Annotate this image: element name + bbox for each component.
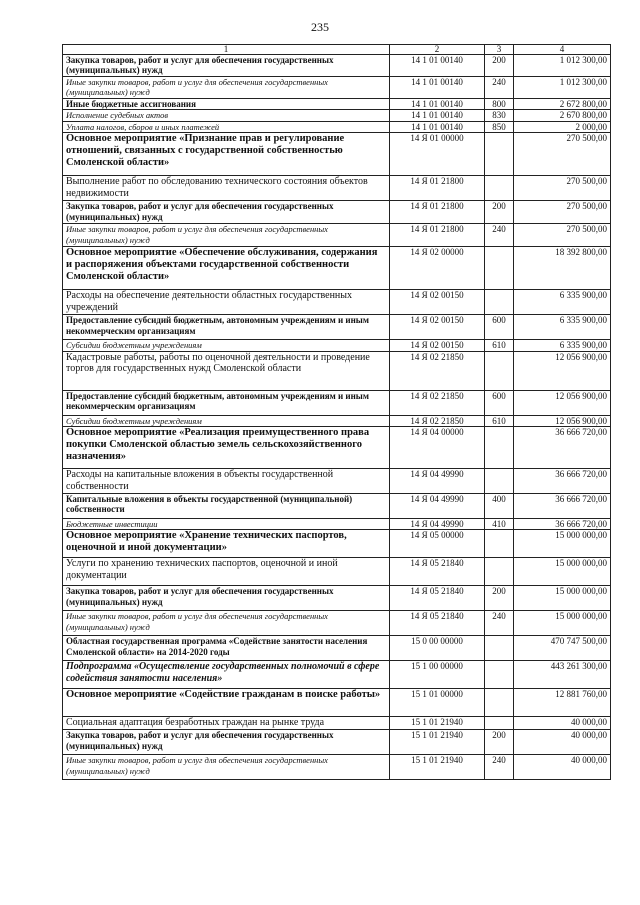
table-row bbox=[63, 315, 611, 340]
row-type: 610 bbox=[485, 415, 514, 426]
row-code: 14 Я 02 00150 bbox=[390, 290, 485, 315]
row-amount: 443 261 300,00 bbox=[514, 661, 611, 689]
row-name: Иные бюджетные ассигнования bbox=[63, 99, 390, 110]
table-row bbox=[63, 133, 611, 176]
row-code: 14 Я 02 21850 bbox=[390, 390, 485, 415]
row-amount: 1 012 300,00 bbox=[514, 77, 611, 99]
row-code: 14 Я 04 49990 bbox=[390, 519, 485, 530]
row-amount: 40 000,00 bbox=[514, 717, 611, 730]
table-row bbox=[63, 340, 611, 351]
row-code: 14 Я 01 00000 bbox=[390, 133, 485, 176]
row-amount: 6 335 900,00 bbox=[514, 340, 611, 351]
row-type bbox=[485, 717, 514, 730]
row-code: 15 1 01 21940 bbox=[390, 755, 485, 780]
row-name: Иные закупки товаров, работ и услуг для обеспечения государственных (муниципальных) нужд bbox=[63, 755, 390, 780]
table-row bbox=[63, 415, 611, 426]
row-amount: 470 747 500,00 bbox=[514, 636, 611, 661]
row-name: Закупка товаров, работ и услуг для обеспечения государственных (муниципальных) нужд bbox=[63, 730, 390, 755]
table-row bbox=[63, 390, 611, 415]
row-type: 240 bbox=[485, 611, 514, 636]
row-type bbox=[485, 176, 514, 201]
row-code: 14 Я 02 21850 bbox=[390, 351, 485, 390]
row-amount: 270 500,00 bbox=[514, 201, 611, 224]
row-name: Основное мероприятие «Содействие гражданам в поиске работы» bbox=[63, 689, 390, 717]
row-type bbox=[485, 290, 514, 315]
row-name: Иные закупки товаров, работ и услуг для обеспечения государственных (муниципальных) нужд bbox=[63, 611, 390, 636]
row-code: 14 1 01 00140 bbox=[390, 99, 485, 110]
table-row bbox=[63, 494, 611, 519]
row-amount: 36 666 720,00 bbox=[514, 519, 611, 530]
row-type: 200 bbox=[485, 586, 514, 611]
row-code: 14 Я 04 49990 bbox=[390, 494, 485, 519]
row-type: 400 bbox=[485, 494, 514, 519]
row-code: 14 Я 04 00000 bbox=[390, 427, 485, 469]
row-code: 14 Я 02 00000 bbox=[390, 247, 485, 290]
row-name: Расходы на обеспечение деятельности областных государственных учреждений bbox=[63, 290, 390, 315]
table-row bbox=[63, 427, 611, 469]
budget-table-body bbox=[63, 45, 611, 780]
page-number: 235 bbox=[311, 20, 329, 34]
row-name: Капитальные вложения в объекты государственной (муниципальной) собственности bbox=[63, 494, 390, 519]
row-type: 800 bbox=[485, 99, 514, 110]
row-amount: 2 672 800,00 bbox=[514, 99, 611, 110]
row-name: Предоставление субсидий бюджетным, автономным учреждениям и иным некоммерческим организациям bbox=[63, 315, 390, 340]
table-row bbox=[63, 636, 611, 661]
row-type bbox=[485, 247, 514, 290]
row-code: 14 Я 01 21800 bbox=[390, 201, 485, 224]
row-amount: 12 056 900,00 bbox=[514, 415, 611, 426]
row-name: Кадастровые работы, работы по оценочной деятельности и проведение торгов для государственных нужд Смоленской области bbox=[63, 351, 390, 390]
row-name: Уплата налогов, сборов и иных платежей bbox=[63, 121, 390, 132]
row-name: Закупка товаров, работ и услуг для обеспечения государственных (муниципальных) нужд bbox=[63, 586, 390, 611]
row-amount: 6 335 900,00 bbox=[514, 315, 611, 340]
table-row bbox=[63, 755, 611, 780]
table-header-row bbox=[63, 45, 611, 55]
row-code: 14 1 01 00140 bbox=[390, 77, 485, 99]
row-amount: 15 000 000,00 bbox=[514, 530, 611, 558]
row-code: 15 1 01 21940 bbox=[390, 717, 485, 730]
row-amount: 2 670 800,00 bbox=[514, 110, 611, 121]
row-amount: 12 056 900,00 bbox=[514, 351, 611, 390]
row-name: Основное мероприятие «Обеспечение обслуживания, содержания и распоряжения объектами государственной собственности Смоленской области» bbox=[63, 247, 390, 290]
row-amount: 15 000 000,00 bbox=[514, 586, 611, 611]
row-amount: 40 000,00 bbox=[514, 755, 611, 780]
table-row bbox=[63, 558, 611, 586]
row-name: Субсидии бюджетным учреждениям bbox=[63, 415, 390, 426]
table-row bbox=[63, 661, 611, 689]
row-amount: 18 392 800,00 bbox=[514, 247, 611, 290]
row-amount: 40 000,00 bbox=[514, 730, 611, 755]
row-name: Основное мероприятие «Хранение технических паспортов, оценочной и иной документации» bbox=[63, 530, 390, 558]
row-amount: 15 000 000,00 bbox=[514, 611, 611, 636]
row-amount: 6 335 900,00 bbox=[514, 290, 611, 315]
row-type: 240 bbox=[485, 77, 514, 99]
row-code: 15 1 01 21940 bbox=[390, 730, 485, 755]
row-code: 14 Я 01 21800 bbox=[390, 176, 485, 201]
row-amount: 36 666 720,00 bbox=[514, 494, 611, 519]
row-type: 240 bbox=[485, 755, 514, 780]
table-row bbox=[63, 176, 611, 201]
row-code: 14 Я 04 49990 bbox=[390, 469, 485, 494]
row-code: 15 0 00 00000 bbox=[390, 636, 485, 661]
row-type bbox=[485, 427, 514, 469]
row-amount: 12 881 760,00 bbox=[514, 689, 611, 717]
table-row bbox=[63, 730, 611, 755]
row-name: Предоставление субсидий бюджетным, автономным учреждениям и иным некоммерческим организациям bbox=[63, 390, 390, 415]
row-name: Иные закупки товаров, работ и услуг для обеспечения государственных (муниципальных) нужд bbox=[63, 224, 390, 247]
table-row bbox=[63, 530, 611, 558]
row-code: 14 Я 05 21840 bbox=[390, 586, 485, 611]
row-name: Выполнение работ по обследованию технического состояния объектов недвижимости bbox=[63, 176, 390, 201]
table-row bbox=[63, 586, 611, 611]
row-name: Подпрограмма «Осуществление государственных полномочий в сфере содействия занятости населения» bbox=[63, 661, 390, 689]
row-name: Основное мероприятие «Признание прав и регулирование отношений, связанных с государственной собственностью Смоленской области» bbox=[63, 133, 390, 176]
table-row bbox=[63, 110, 611, 121]
row-code: 14 Я 01 21800 bbox=[390, 224, 485, 247]
row-name: Бюджетные инвестиции bbox=[63, 519, 390, 530]
row-amount: 15 000 000,00 bbox=[514, 558, 611, 586]
row-code: 14 Я 02 00150 bbox=[390, 340, 485, 351]
table-row bbox=[63, 121, 611, 132]
table-row bbox=[63, 351, 611, 390]
row-type: 610 bbox=[485, 340, 514, 351]
row-name: Закупка товаров, работ и услуг для обеспечения государственных (муниципальных) нужд bbox=[63, 201, 390, 224]
table-row bbox=[63, 224, 611, 247]
table-row bbox=[63, 469, 611, 494]
row-type bbox=[485, 636, 514, 661]
row-type bbox=[485, 558, 514, 586]
row-name: Социальная адаптация безработных граждан на рынке труда bbox=[63, 717, 390, 730]
row-type: 200 bbox=[485, 201, 514, 224]
row-amount: 12 056 900,00 bbox=[514, 390, 611, 415]
table-row bbox=[63, 717, 611, 730]
row-code: 14 Я 05 21840 bbox=[390, 558, 485, 586]
header-col-3: 3 bbox=[485, 45, 514, 55]
row-type bbox=[485, 689, 514, 717]
row-type: 410 bbox=[485, 519, 514, 530]
row-code: 14 Я 05 21840 bbox=[390, 611, 485, 636]
table-row bbox=[63, 201, 611, 224]
row-name: Основное мероприятие «Реализация преимущественного права покупки Смоленской областью земель сельскохозяйственного назначения» bbox=[63, 427, 390, 469]
row-name: Субсидии бюджетным учреждениям bbox=[63, 340, 390, 351]
budget-table bbox=[62, 44, 611, 780]
row-type: 600 bbox=[485, 315, 514, 340]
row-amount: 270 500,00 bbox=[514, 176, 611, 201]
row-amount: 2 000,00 bbox=[514, 121, 611, 132]
table-row bbox=[63, 689, 611, 717]
row-type: 850 bbox=[485, 121, 514, 132]
row-type: 200 bbox=[485, 55, 514, 77]
row-name: Исполнение судебных актов bbox=[63, 110, 390, 121]
row-code: 14 1 01 00140 bbox=[390, 121, 485, 132]
table-row bbox=[63, 519, 611, 530]
row-name: Иные закупки товаров, работ и услуг для обеспечения государственных (муниципальных) нужд bbox=[63, 77, 390, 99]
row-name: Закупка товаров, работ и услуг для обеспечения государственных (муниципальных) нужд bbox=[63, 55, 390, 77]
row-code: 14 1 01 00140 bbox=[390, 110, 485, 121]
table-row bbox=[63, 99, 611, 110]
header-col-4: 4 bbox=[514, 45, 611, 55]
table-row bbox=[63, 55, 611, 77]
row-code: 14 Я 02 21850 bbox=[390, 415, 485, 426]
row-type bbox=[485, 661, 514, 689]
row-code: 14 Я 05 00000 bbox=[390, 530, 485, 558]
row-type bbox=[485, 469, 514, 494]
row-amount: 36 666 720,00 bbox=[514, 427, 611, 469]
row-code: 15 1 00 00000 bbox=[390, 661, 485, 689]
row-type bbox=[485, 351, 514, 390]
row-name: Услуги по хранению технических паспортов, оценочной и иной документации bbox=[63, 558, 390, 586]
row-code: 14 Я 02 00150 bbox=[390, 315, 485, 340]
table-row bbox=[63, 611, 611, 636]
header-col-2: 2 bbox=[390, 45, 485, 55]
table-row bbox=[63, 77, 611, 99]
row-type: 200 bbox=[485, 730, 514, 755]
table-row bbox=[63, 290, 611, 315]
row-amount: 36 666 720,00 bbox=[514, 469, 611, 494]
row-amount: 270 500,00 bbox=[514, 224, 611, 247]
row-type: 830 bbox=[485, 110, 514, 121]
row-amount: 270 500,00 bbox=[514, 133, 611, 176]
header-col-1: 1 bbox=[63, 45, 390, 55]
row-amount: 1 012 300,00 bbox=[514, 55, 611, 77]
row-type bbox=[485, 530, 514, 558]
row-type: 240 bbox=[485, 224, 514, 247]
row-type bbox=[485, 133, 514, 176]
row-type: 600 bbox=[485, 390, 514, 415]
table-row bbox=[63, 247, 611, 290]
row-name: Расходы на капитальные вложения в объекты государственной собственности bbox=[63, 469, 390, 494]
row-code: 15 1 01 00000 bbox=[390, 689, 485, 717]
row-code: 14 1 01 00140 bbox=[390, 55, 485, 77]
row-name: Областная государственная программа «Содействие занятости населения Смоленской области» на 2014-2020 годы bbox=[63, 636, 390, 661]
